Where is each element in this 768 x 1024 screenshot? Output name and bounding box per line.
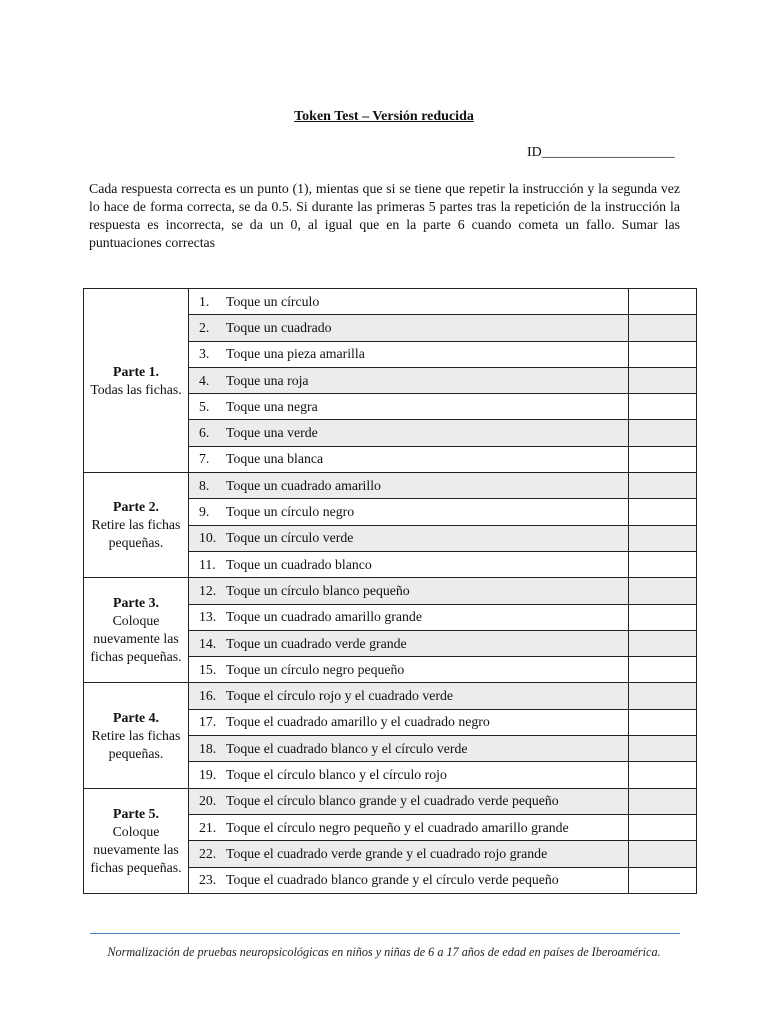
item-number: 12.	[199, 582, 217, 598]
score-cell[interactable]	[629, 762, 697, 788]
item-instruction: Toque un círculo negro pequeño	[226, 661, 405, 677]
item-instruction: Toque un círculo	[226, 293, 320, 309]
item-number: 7.	[199, 451, 210, 467]
score-cell[interactable]	[629, 525, 697, 551]
item-number: 4.	[199, 372, 210, 388]
instruction-cell	[189, 315, 629, 341]
score-cell[interactable]	[629, 604, 697, 630]
instruction-cell	[189, 289, 629, 315]
instruction-cell	[189, 709, 629, 735]
item-number: 3.	[199, 346, 210, 362]
item-instruction: Toque una blanca	[226, 451, 324, 467]
instruction-cell	[189, 578, 629, 604]
item-number: 6.	[199, 425, 210, 441]
footer-citation: Normalización de pruebas neuropsicológicas en niños y niñas de 6 a 17 años de edad en países de Iberoamérica.	[107, 945, 661, 959]
item-number: 15.	[199, 661, 217, 677]
score-cell[interactable]	[629, 551, 697, 577]
score-cell[interactable]	[629, 683, 697, 709]
item-instruction: Toque el cuadrado blanco grande y el círculo verde pequeño	[226, 872, 559, 888]
part-title: Parte 5.	[113, 805, 159, 821]
instruction-cell	[189, 551, 629, 577]
item-instruction: Toque el círculo blanco y el círculo rojo	[226, 766, 447, 782]
item-instruction: Toque el círculo rojo y el cuadrado verde	[226, 688, 453, 704]
document-title: Token Test – Versión reducida	[294, 109, 474, 124]
item-instruction: Toque el cuadrado verde grande y el cuadrado rojo grande	[226, 845, 548, 861]
part-cell	[84, 683, 189, 788]
instruction-cell	[189, 736, 629, 762]
table-row	[84, 578, 697, 604]
instruction-cell	[189, 814, 629, 840]
item-number: 21.	[199, 819, 217, 835]
score-cell[interactable]	[629, 394, 697, 420]
score-cell[interactable]	[629, 367, 697, 393]
part-title: Parte 3.	[113, 595, 159, 611]
part-description: Retire las fichas pequeñas.	[91, 517, 181, 551]
score-cell[interactable]	[629, 630, 697, 656]
item-number: 5.	[199, 398, 210, 414]
score-cell[interactable]	[629, 788, 697, 814]
item-instruction: Toque un círculo negro	[226, 504, 355, 520]
item-instruction: Toque un cuadrado amarillo	[226, 477, 381, 493]
item-instruction: Toque un cuadrado	[226, 319, 332, 335]
instructions-paragraph: Cada respuesta correcta es un punto (1), mientas que si se tiene que repetir la instrucción y la segunda vez lo hace de forma correcta, se da 0.5. Si durante las primeras 5 partes tras la repetición de la instrucción la respuesta es incorrecta, se da un 0, al igual que en la parte 6 cuando cometa un fallo. Sumar las puntuaciones correctas	[89, 181, 680, 250]
item-instruction: Toque un cuadrado amarillo grande	[226, 609, 422, 625]
table-row	[84, 473, 697, 499]
item-instruction: Toque el círculo blanco grande y el cuadrado verde pequeño	[226, 793, 559, 809]
instruction-cell	[189, 499, 629, 525]
score-cell[interactable]	[629, 736, 697, 762]
item-number: 19.	[199, 766, 217, 782]
item-number: 18.	[199, 740, 217, 756]
part-title: Parte 2.	[113, 499, 159, 515]
item-number: 8.	[199, 477, 210, 493]
item-number: 11.	[199, 556, 216, 572]
score-cell[interactable]	[629, 578, 697, 604]
part-description: Coloque nuevamente las fichas pequeñas.	[90, 613, 182, 665]
item-number: 20.	[199, 793, 217, 809]
instruction-cell	[189, 683, 629, 709]
instruction-cell	[189, 473, 629, 499]
score-cell[interactable]	[629, 289, 697, 315]
score-cell[interactable]	[629, 473, 697, 499]
item-instruction: Toque un cuadrado blanco	[226, 556, 372, 572]
item-number: 23.	[199, 872, 217, 888]
instruction-cell	[189, 367, 629, 393]
part-description: Coloque nuevamente las fichas pequeñas.	[90, 823, 182, 875]
score-cell[interactable]	[629, 446, 697, 472]
score-cell[interactable]	[629, 341, 697, 367]
item-number: 1.	[199, 293, 210, 309]
instruction-cell	[189, 604, 629, 630]
part-description: Todas las fichas.	[90, 381, 182, 397]
table-row	[84, 683, 697, 709]
item-instruction: Toque el cuadrado blanco y el círculo verde	[226, 740, 468, 756]
part-title: Parte 1.	[113, 363, 159, 379]
part-cell	[84, 289, 189, 473]
part-cell	[84, 473, 189, 578]
item-instruction: Toque un círculo blanco pequeño	[226, 582, 410, 598]
part-description: Retire las fichas pequeñas.	[91, 727, 181, 761]
item-number: 22.	[199, 845, 217, 861]
item-instruction: Toque un cuadrado verde grande	[226, 635, 407, 651]
item-instruction: Toque el círculo negro pequeño y el cuadrado amarillo grande	[226, 819, 569, 835]
id-field-label: ID___________________	[527, 145, 675, 160]
score-cell[interactable]	[629, 867, 697, 893]
score-cell[interactable]	[629, 315, 697, 341]
item-number: 10.	[199, 530, 217, 546]
instruction-cell	[189, 420, 629, 446]
instruction-cell	[189, 762, 629, 788]
item-number: 13.	[199, 609, 217, 625]
item-number: 17.	[199, 714, 217, 730]
item-number: 2.	[199, 319, 210, 335]
item-number: 9.	[199, 504, 210, 520]
score-cell[interactable]	[629, 657, 697, 683]
score-cell[interactable]	[629, 814, 697, 840]
item-instruction: Toque el cuadrado amarillo y el cuadrado negro	[226, 714, 490, 730]
table-row	[84, 788, 697, 814]
item-instruction: Toque una negra	[226, 398, 318, 414]
item-number: 14.	[199, 635, 217, 651]
instruction-cell	[189, 867, 629, 893]
item-instruction: Toque una pieza amarilla	[226, 346, 365, 362]
item-instruction: Toque un círculo verde	[226, 530, 354, 546]
item-instruction: Toque una verde	[226, 425, 318, 441]
item-number: 16.	[199, 688, 217, 704]
instruction-cell	[189, 841, 629, 867]
part-cell	[84, 788, 189, 893]
token-test-table	[83, 288, 697, 894]
footer-divider	[90, 933, 680, 934]
instruction-cell	[189, 657, 629, 683]
instruction-cell	[189, 341, 629, 367]
score-cell[interactable]	[629, 841, 697, 867]
instruction-cell	[189, 788, 629, 814]
score-cell[interactable]	[629, 499, 697, 525]
instruction-cell	[189, 446, 629, 472]
instruction-cell	[189, 630, 629, 656]
part-cell	[84, 578, 189, 683]
part-title: Parte 4.	[113, 709, 159, 725]
score-cell[interactable]	[629, 709, 697, 735]
item-instruction: Toque una roja	[226, 372, 309, 388]
table-row	[84, 289, 697, 315]
score-cell[interactable]	[629, 420, 697, 446]
instruction-cell	[189, 394, 629, 420]
instruction-cell	[189, 525, 629, 551]
